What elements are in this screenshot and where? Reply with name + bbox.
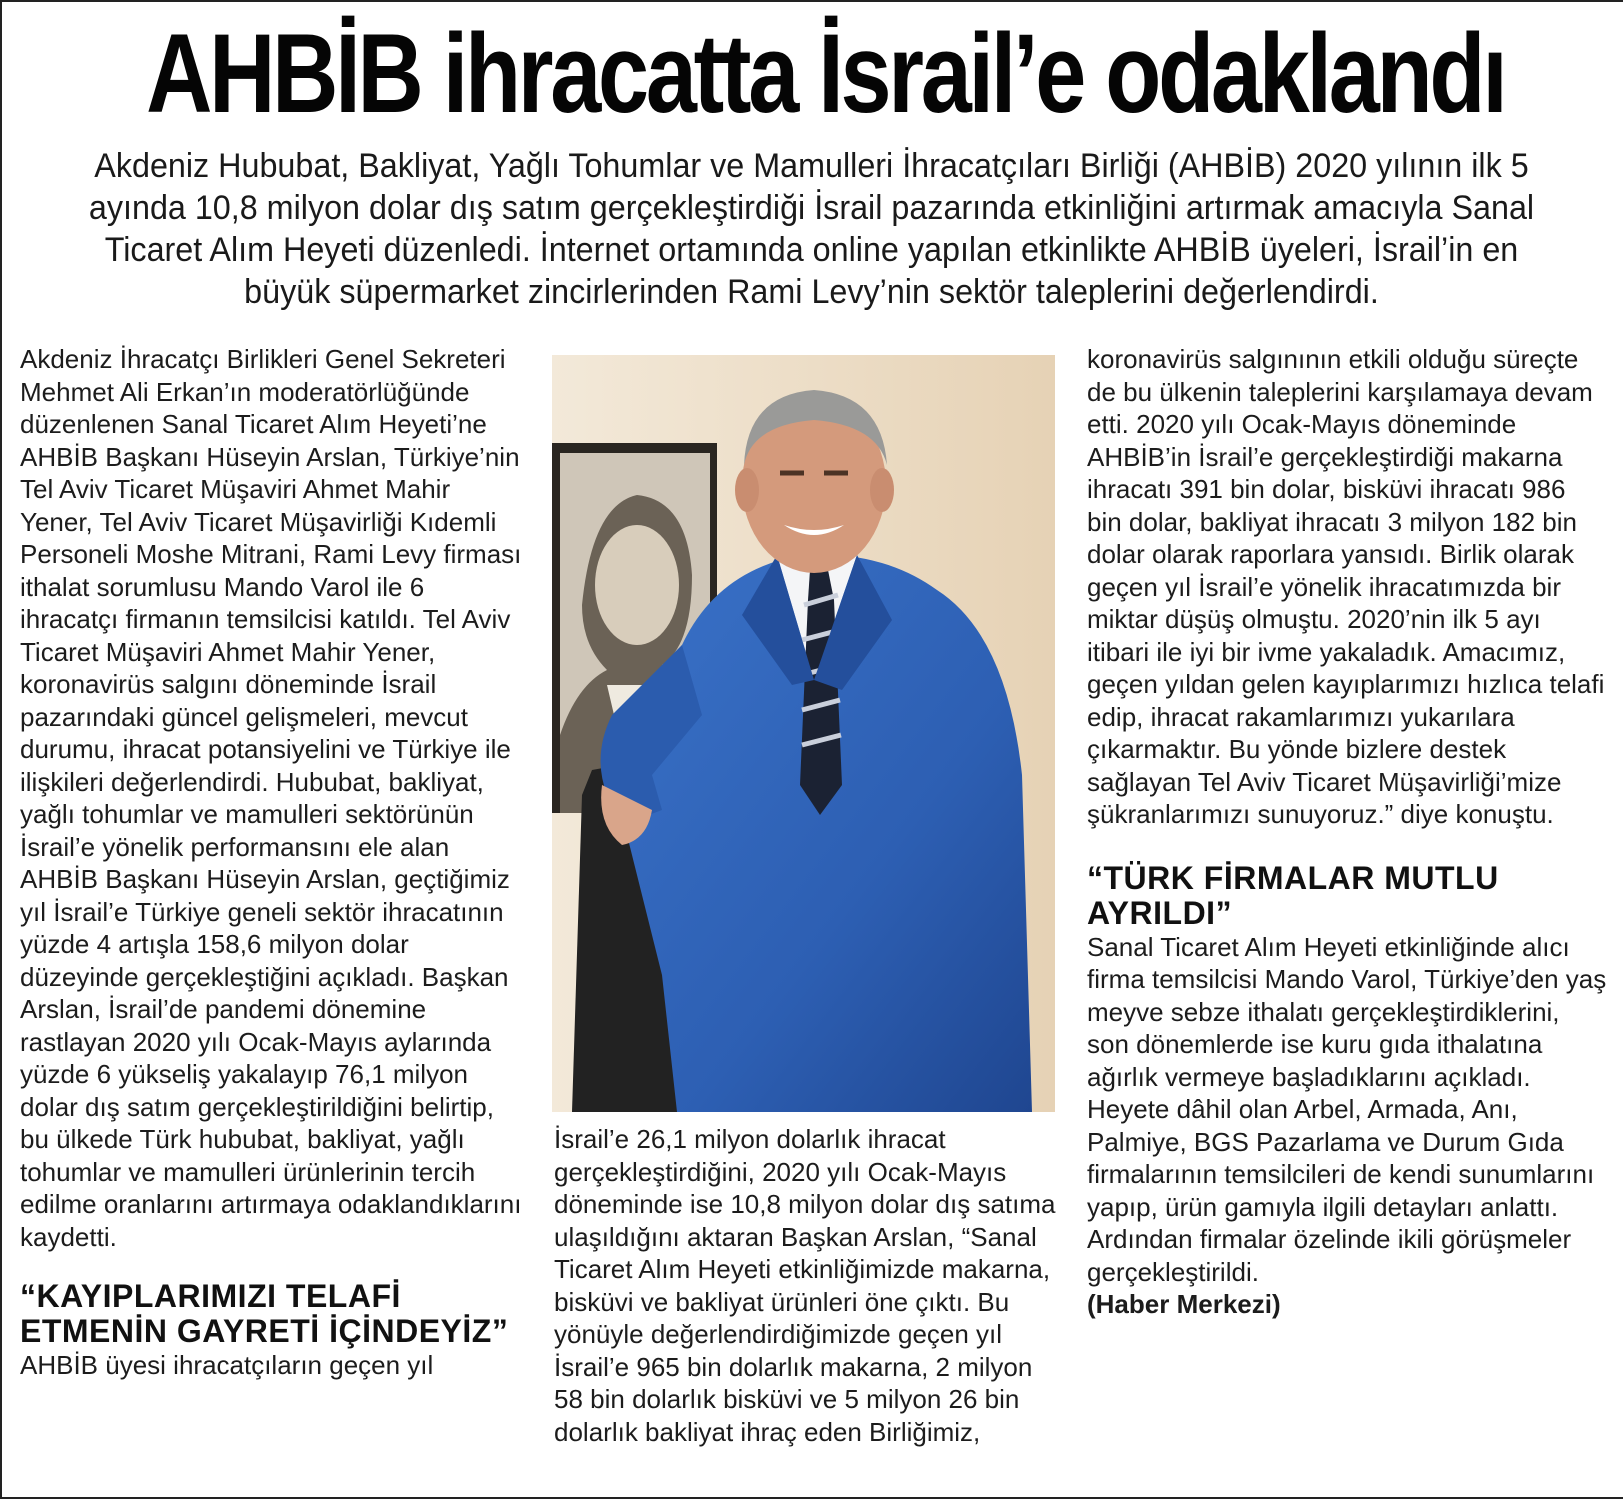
- article-column-2: [554, 1123, 1062, 1448]
- article-column-1: [20, 343, 525, 1382]
- article-column-3: [1087, 343, 1607, 1321]
- column-3-body: koronavirüs salgınının etkili olduğu süreçte de bu ülkenin taleplerini karşılamaya devam etti. 2020 yılı Ocak-Mayıs döneminde AHBİB’in İsrail’e gerçekleştirdiği makarna ihracatı 391 bin dolar, bisküvi ihracatı 986 bin dolar, bakliyat ihracatı 3 milyon 182 bin dolar olarak raporlara yansıdı. Birlik olarak geçen yıl İsrail’e yönelik ihracatımızda bir miktar düşüş olmuştu. 2020’nin ilk 5 ayı itibari ile iyi bir ivme yakaladık. Amacımız, geçen yıldan gelen kayıplarımızı hızlıca telafi edip, ihracat rakamlarımızı yukarılara çıkarmaktır. Bu yönde bizlere destek sağlayan Tel Aviv Ticaret Müşavirliği’mize şükranlarımızı sunuyoruz.” diye konuştu.: [1087, 344, 1605, 829]
- top-border-rule: [0, 0, 1623, 2]
- subhead-turk-firmalar: “TÜRK FİRMALAR MUTLU AYRILDI”: [1087, 859, 1499, 931]
- article-photo: [552, 355, 1055, 1112]
- column-2-body: İsrail’e 26,1 milyon dolarlık ihracat gerçekleştirdiğini, 2020 yılı Ocak-Mayıs döneminde ise 10,8 milyon dolar dış satıma ulaşıldığını aktaran Başkan Arslan, “Sanal Ticaret Alım Heyeti etkinliğimizde makarna, bisküvi ve bakliyat ürünleri öne çıktı. Bu yönüyle değerlendirdiğimizde geçen yıl İsrail’e 965 bin dolarlık makarna, 2 milyon 58 bin dolarlık bisküvi ve 5 milyon 26 bin dolarlık bakliyat ihraç eden Birliğimiz,: [554, 1124, 1056, 1447]
- news-credit: (Haber Merkezi): [1087, 1289, 1281, 1319]
- left-border-rule: [0, 0, 2, 1499]
- bottom-border-rule: [0, 1497, 1623, 1499]
- column-1-continuation: AHBİB üyesi ihracatçıların geçen yıl: [20, 1350, 434, 1380]
- article-deck: Akdeniz Hububat, Bakliyat, Yağlı Tohumlar ve Mamulleri İhracatçıları Birliği (AHBİB) 2020 yılının ilk 5 ayında 10,8 milyon dolar dış satım gerçekleştirdiği İsrail pazarında etkinliğini artırmak amacıyla Sanal Ticaret Alım Heyeti düzenledi. İnternet ortamında online yapılan etkinlikte AHBİB üyeleri, İsrail’in en büyük süpermarket zincirlerinden Rami Levy’nin sektör taleplerini değerlendirdi.: [88, 147, 1535, 311]
- column-3-paragraph-2: Heyete dâhil olan Arbel, Armada, Anı, Palmiye, BGS Pazarlama ve Durum Gıda firmalarının temsilcileri de kendi sunumlarını yapıp, ürün gamıyla ilgili detayları anlattı. Ardından firmalar özelinde ikili görüşmeler gerçekleştirildi.: [1087, 1094, 1595, 1287]
- column-1-body: Akdeniz İhracatçı Birlikleri Genel Sekreteri Mehmet Ali Erkan’ın moderatörlüğünde düzenlenen Sanal Ticaret Alım Heyeti’ne AHBİB Başkanı Hüseyin Arslan, Türkiye’nin Tel Aviv Ticaret Müşaviri Ahmet Mahir Yener, Tel Aviv Ticaret Müşavirliği Kıdemli Personeli Moshe Mitrani, Rami Levy firması ithalat sorumlusu Mando Varol ile 6 ihracatçı firmanın temsilcisi katıldı. Tel Aviv Ticaret Müşaviri Ahmet Mahir Yener, koronavirüs salgını döneminde İsrail pazarındaki güncel gelişmeleri, mevcut durumu, ihracat potansiyelini ve Türkiye ile ilişkileri değerlendirdi. Hububat, bakliyat, yağlı tohumlar ve mamulleri sektörünün İsrail’e yönelik performansını ele alan AHBİB Başkanı Hüseyin Arslan, geçtiğimiz yıl İsrail’e Türkiye geneli sektör ihracatının yüzde 4 artışla 158,6 milyon dolar düzeyinde gerçekleştiğini açıkladı. Başkan Arslan, İsrail’de pandemi dönemine rastlayan 2020 yılı Ocak-Mayıs aylarında yüzde 6 yükseliş yakalayıp 76,1 milyon dolar dış satım gerçekleştirildiğini belirtip, bu ülkede Türk hububat, bakliyat, yağlı tohumlar ve mamulleri ürünlerinin tercih edilme oranlarını artırmaya odaklandıklarını kaydetti.: [20, 344, 522, 1252]
- subhead-kayiplarimizi: “KAYIPLARIMIZI TELAFİ ETMENİN GAYRETİ İÇİNDEYİZ”: [20, 1278, 509, 1349]
- article-headline: AHBİB ihracatta İsrail’e odaklandı: [146, 11, 1505, 136]
- column-3-paragraph-1: Sanal Ticaret Alım Heyeti etkinliğinde alıcı firma temsilcisi Mando Varol, Türkiye’den yaş meyve sebze ithalatı gerçekleştirdiklerini, son dönemlerde ise kuru gıda ithalatına ağırlık vermeye başladıklarını açıkladı.: [1087, 931, 1607, 1092]
- portrait-illustration: [552, 355, 1055, 1112]
